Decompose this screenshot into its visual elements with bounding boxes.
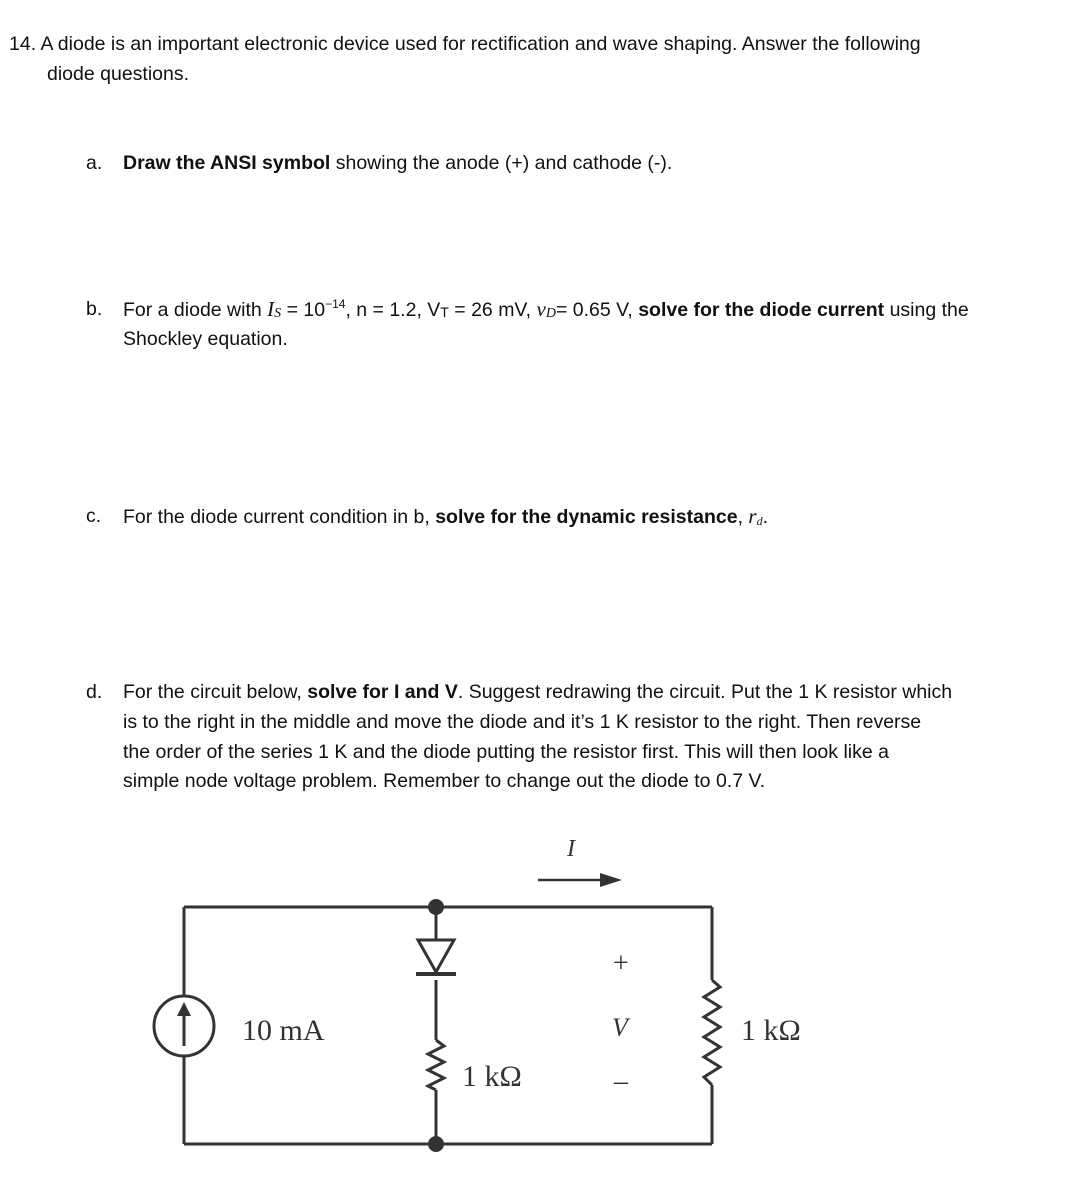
question-intro-text: A diode is an important electronic device used for rectification and wave shaping. Answer the following bbox=[40, 33, 921, 55]
part-d-line3: the order of the series 1 K and the diode putting the resistor first. This will then look like a bbox=[123, 741, 889, 763]
part-b-bold: solve for the diode current bbox=[638, 299, 885, 321]
right-resistor-label: 1 kΩ bbox=[741, 1014, 801, 1047]
is-subscript: S bbox=[274, 306, 282, 321]
node-bottom bbox=[428, 1136, 444, 1152]
voltage-plus: + bbox=[613, 948, 629, 979]
source-label: 10 mA bbox=[242, 1014, 325, 1047]
part-b-label: b. bbox=[86, 298, 103, 320]
node-top bbox=[428, 899, 444, 915]
part-d-l1-post: . Suggest redrawing the circuit. Put the 1 K resistor which bbox=[457, 681, 953, 703]
part-a-bold: Draw the ANSI symbol bbox=[123, 152, 331, 174]
part-c-bold: solve for the dynamic resistance bbox=[435, 506, 738, 528]
part-d-label: d. bbox=[86, 681, 103, 703]
part-c-text-1: For the diode current condition in b, bbox=[123, 506, 436, 528]
part-b-line2: Shockley equation. bbox=[123, 328, 288, 350]
part-b-text-5: = 0.65 V, bbox=[555, 299, 639, 321]
part-b-text-3: , n = 1.2, V bbox=[345, 299, 441, 321]
part-b-text-4: = 26 mV, bbox=[448, 299, 537, 321]
part-a-rest: showing the anode (+) and cathode (-). bbox=[330, 152, 673, 174]
part-d-l1-bold: solve for I and V bbox=[307, 681, 458, 703]
is-exponent: −14 bbox=[325, 297, 346, 311]
rd-symbol: r bbox=[748, 504, 757, 528]
part-d-l1-pre: For the circuit below, bbox=[123, 681, 308, 703]
part-b-text-1: For a diode with bbox=[123, 299, 268, 321]
question-intro-line2: diode questions. bbox=[47, 63, 190, 85]
rd-subscript: d bbox=[756, 514, 763, 528]
part-b-text-6: using the bbox=[884, 299, 969, 321]
middle-resistor-icon bbox=[428, 1040, 444, 1090]
part-b-text-2: = 10 bbox=[281, 299, 326, 321]
vd-symbol: v bbox=[536, 297, 546, 321]
part-c-text-2: , bbox=[737, 506, 749, 528]
part-d-line4: simple node voltage problem. Remember to change out the diode to 0.7 V. bbox=[123, 770, 766, 792]
vt-subscript: T bbox=[440, 304, 449, 320]
question-number: 14. bbox=[9, 33, 37, 55]
middle-resistor-label: 1 kΩ bbox=[462, 1060, 522, 1093]
part-d-line2: is to the right in the middle and move the diode and it’s 1 K resistor to the right. Then reverse bbox=[123, 711, 922, 733]
part-a-label: a. bbox=[86, 152, 103, 174]
voltage-minus: – bbox=[614, 1066, 628, 1097]
vd-subscript: D bbox=[545, 306, 556, 321]
part-c-label: c. bbox=[86, 505, 102, 527]
part-c-text-3: . bbox=[762, 506, 769, 528]
is-symbol: I bbox=[267, 297, 275, 321]
diode-icon bbox=[416, 930, 456, 974]
right-resistor-icon bbox=[704, 980, 720, 1085]
current-direction-arrow-icon bbox=[538, 873, 622, 887]
voltage-label: V bbox=[612, 1013, 628, 1042]
current-arrow-label: I bbox=[567, 836, 575, 862]
